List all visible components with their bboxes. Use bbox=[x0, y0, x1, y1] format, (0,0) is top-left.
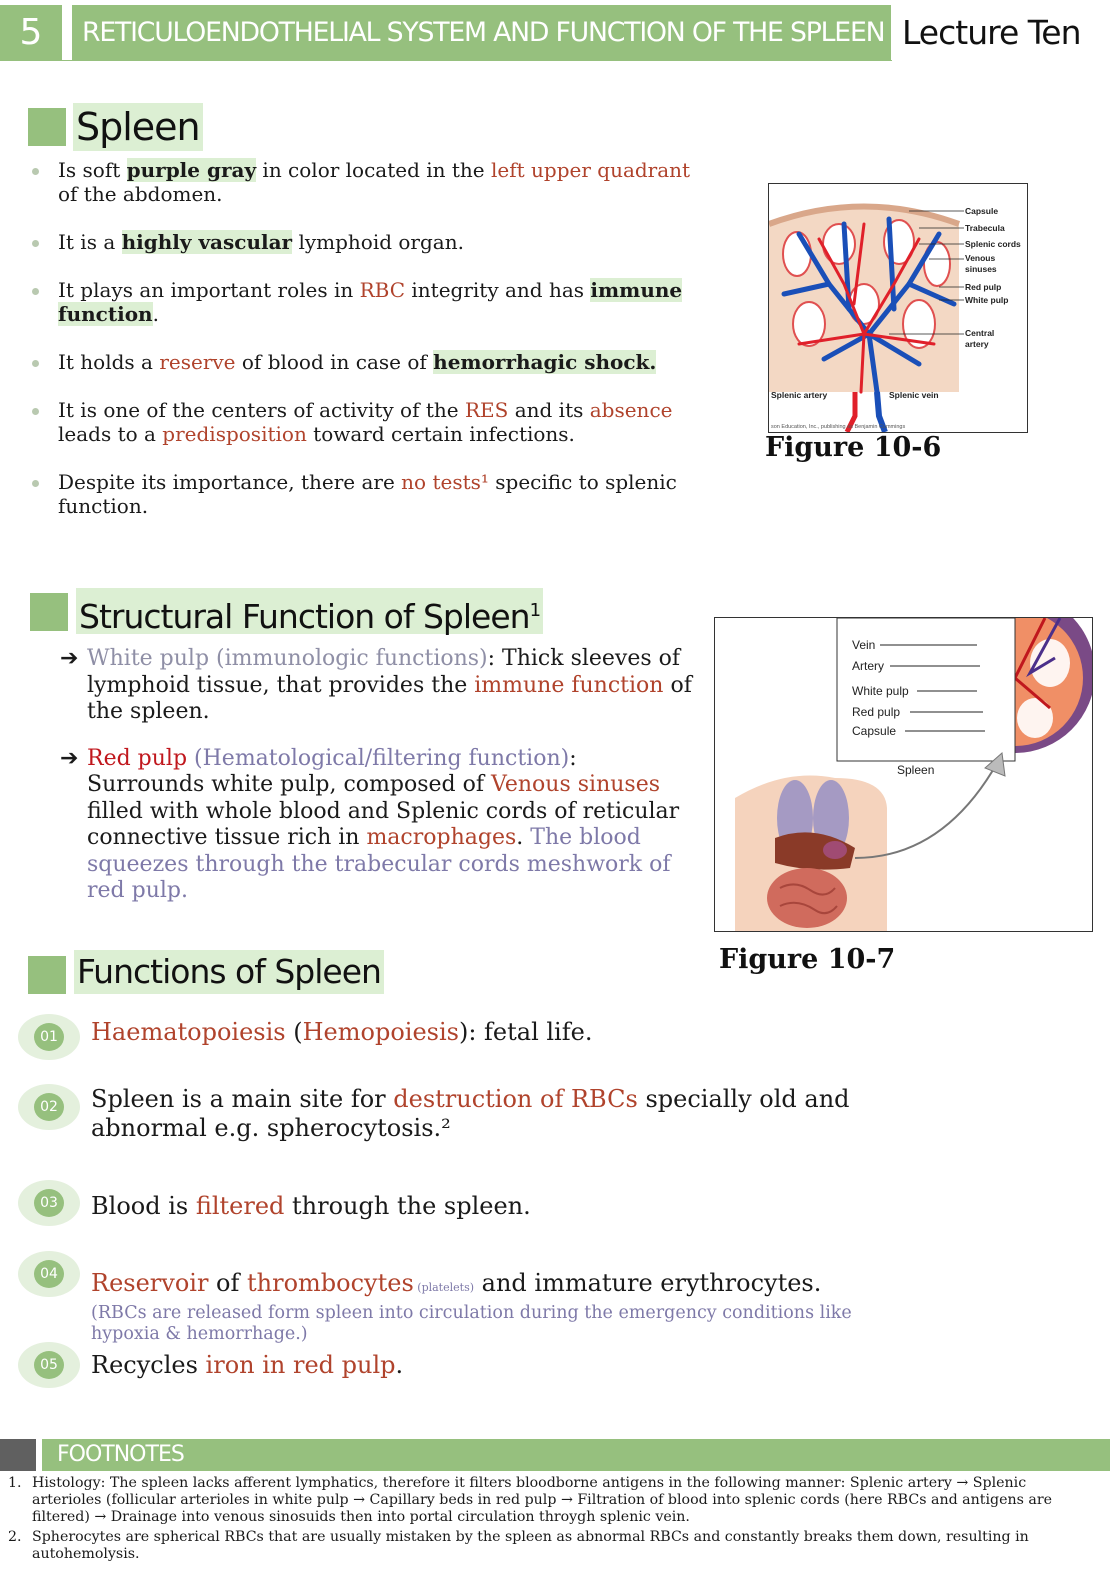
number-badge: 04 bbox=[18, 1251, 80, 1297]
label-splenic-cords: Splenic cords bbox=[965, 239, 1021, 249]
number-badge: 02 bbox=[18, 1084, 80, 1130]
function-note: (RBCs are released form spleen into circulation during the emergency conditions like hypoxia & hemorrhage.) bbox=[91, 1303, 852, 1344]
list-item: 03 Blood is filtered through the spleen. bbox=[18, 1180, 918, 1230]
list-item: 02 Spleen is a main site for destruction of RBCs specially old and abnormal e.g. spherocytosis.² bbox=[18, 1082, 918, 1144]
label-spleen: Spleen bbox=[897, 763, 935, 777]
section-marker bbox=[30, 593, 68, 631]
list-item: It holds a reserve of blood in case of hemorrhagic shock. bbox=[30, 350, 710, 374]
list-item: 04 Reservoir of thrombocytes (platelets) and immature erythrocytes. (RBCs are released form spleen into circulation during the emergency conditions like hypoxia & hemorrhage.) bbox=[18, 1251, 918, 1341]
list-item: It is one of the centers of activity of the RES and its absence leads to a predisposition toward certain infections. bbox=[30, 398, 710, 446]
figure-credit: son Education, Inc., publishing as Benjamin Cummings bbox=[771, 424, 906, 430]
spleen-heading: Spleen bbox=[73, 103, 203, 151]
footnote: 2. Spherocytes are spherical RBCs that are usually mistaken by the spleen as abnormal RBCs and constantly breaks them down, resulting in autohemolysis. bbox=[8, 1529, 1029, 1562]
list-item: 01 Haematopoiesis (Hemopoiesis): fetal life. bbox=[18, 1013, 918, 1063]
structural-list bbox=[60, 646, 700, 925]
list-item: Is soft purple gray in color located in the left upper quadrant of the abdomen. bbox=[30, 158, 710, 206]
list-item: 05 Recycles iron in red pulp. bbox=[18, 1340, 918, 1392]
number-badge: 05 bbox=[18, 1342, 80, 1388]
list-item: ➔ White pulp (immunologic functions): Thick sleeves of lymphoid tissue, that provides the immune function of the spleen. bbox=[60, 646, 692, 724]
label-venous: Venous bbox=[965, 253, 996, 263]
label-capsule: Capsule bbox=[965, 206, 999, 216]
spleen-bullets bbox=[30, 158, 710, 542]
list-item: It plays an important roles in RBC integrity and has immune function. bbox=[30, 278, 710, 326]
figure-spleen-cross-section bbox=[768, 183, 1028, 433]
label-artery: Artery bbox=[852, 659, 885, 673]
section-marker bbox=[28, 108, 66, 146]
label-capsule: Capsule bbox=[852, 724, 897, 738]
label-splenic-artery: Splenic artery bbox=[771, 390, 828, 400]
list-item: It is a highly vascular lymphoid organ. bbox=[30, 230, 710, 254]
label-sinuses: sinuses bbox=[965, 264, 997, 274]
chapter-number: 5 bbox=[0, 5, 62, 60]
footnotes-heading: FOOTNOTES bbox=[42, 1439, 1110, 1471]
section-marker bbox=[28, 956, 66, 994]
figure-10-7-caption: Figure 10-7 bbox=[719, 944, 896, 975]
header-rule bbox=[0, 60, 892, 61]
label-splenic-vein: Splenic vein bbox=[889, 390, 939, 400]
lecture-label: Lecture Ten bbox=[902, 13, 1081, 52]
spleen-anatomy-illustration bbox=[715, 618, 1092, 931]
functions-heading: Functions of Spleen bbox=[74, 950, 384, 994]
label-central: Central bbox=[965, 328, 995, 338]
label-white-pulp: White pulp bbox=[965, 295, 1009, 305]
label-red-pulp: Red pulp bbox=[852, 705, 901, 719]
number-badge: 01 bbox=[18, 1014, 80, 1060]
figure-10-6-caption: Figure 10-6 bbox=[765, 432, 942, 463]
footnotes-marker bbox=[0, 1439, 36, 1471]
list-item: ➔ Red pulp (Hematological/filtering function): Surrounds white pulp, composed of Venous sinuses filled with whole blood and Splenic cords of reticular connective tissue rich in macrophages. The blood squeezes through the trabecular cords meshwork of red pulp. bbox=[60, 745, 680, 903]
figure-spleen-location bbox=[714, 617, 1093, 932]
label-artery: artery bbox=[965, 339, 989, 349]
label-white-pulp: White pulp bbox=[852, 684, 909, 698]
number-badge: 03 bbox=[18, 1180, 80, 1226]
structural-heading: Structural Function of Spleen$^1$ bbox=[76, 588, 543, 634]
label-red-pulp: Red pulp bbox=[965, 282, 1002, 292]
spleen-illustration bbox=[769, 184, 1027, 432]
footnote: 1. Histology: The spleen lacks afferent lymphatics, therefore it filters bloodborne antigens in the following manner: Splenic artery → Splenic arterioles (follicular arterioles in white pulp → Capillary beds in red pulp → Filtration of blood into splenic cords (here RBCs and antigens are filtered) → Drainage into venous sinosuids then into portal circulation throygh splenic vein. bbox=[8, 1475, 1053, 1525]
chapter-title: RETICULOENDOTHELIAL SYSTEM AND FUNCTION OF THE SPLEEN bbox=[72, 5, 891, 60]
label-vein: Vein bbox=[852, 638, 876, 652]
label-trabecula: Trabecula bbox=[965, 223, 1005, 233]
list-item: Despite its importance, there are no tests¹ specific to splenic function. bbox=[30, 470, 710, 518]
